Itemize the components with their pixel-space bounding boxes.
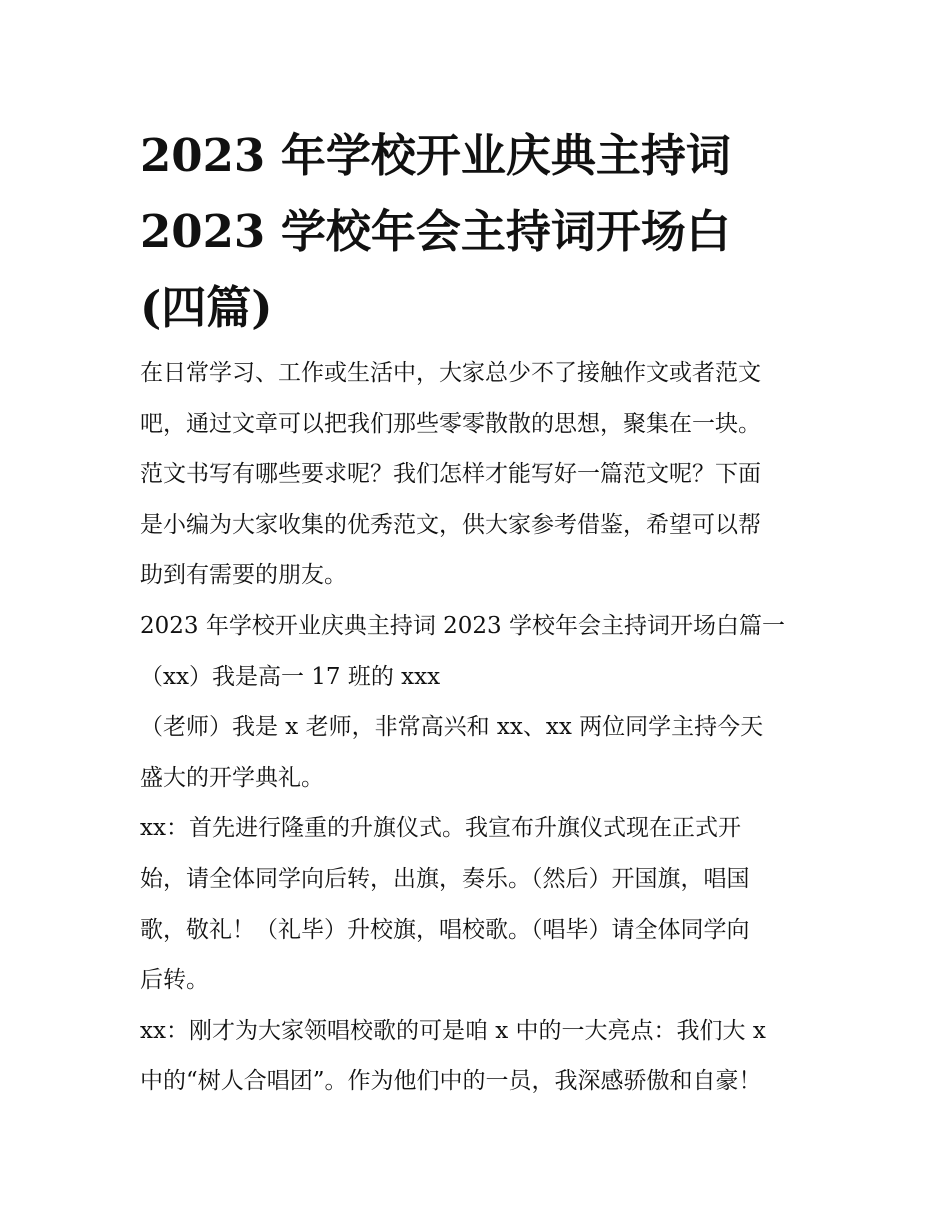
title-line: (四篇) <box>140 281 273 334</box>
text-line: 后转。 <box>140 967 209 994</box>
title-line: 2023 年学校开业庆典主持词 <box>140 129 731 182</box>
text-line: 是小编为大家收集的优秀范文，供大家参考借鉴，希望可以帮 <box>140 511 761 538</box>
document-title <box>140 118 820 346</box>
text-line: xx：首先进行隆重的升旗仪式。我宣布升旗仪式现在正式开 <box>140 815 741 842</box>
text-line: 盛大的开学典礼。 <box>140 764 324 791</box>
text-line: 助到有需要的朋友。 <box>140 562 347 589</box>
section-heading <box>140 601 820 652</box>
host-line-teacher <box>140 702 820 803</box>
text-line: （xx）我是高一 17 班的 xxx <box>140 663 441 690</box>
text-line: 在日常学习、工作或生活中，大家总少不了接触作文或者范文 <box>140 360 761 386</box>
intro-paragraph <box>140 348 820 601</box>
title-line: 2023 学校年会主持词开场白 <box>140 205 731 258</box>
text-line: 始，请全体同学向后转，出旗，奏乐。（然后）开国旗，唱国 <box>140 865 750 892</box>
text-line: 2023 年学校开业庆典主持词 2023 学校年会主持词开场白篇一 <box>140 612 785 639</box>
text-line: 吧，通过文章可以把我们那些零零散散的思想，聚集在一块。 <box>140 410 761 437</box>
text-line: xx：刚才为大家领唱校歌的可是咱 x 中的一大亮点：我们大 x <box>140 1017 766 1044</box>
text-line: 歌，敬礼！（礼毕）升校旗，唱校歌。（唱毕）请全体同学向 <box>140 916 750 943</box>
flag-ceremony-paragraph <box>140 803 820 1005</box>
document-page <box>140 118 820 1107</box>
host-line-student <box>140 652 820 703</box>
choir-paragraph <box>140 1006 820 1107</box>
document-body <box>140 348 820 1107</box>
text-line: （老师）我是 x 老师，非常高兴和 xx、xx 两位同学主持今天 <box>140 714 764 741</box>
text-line: 范文书写有哪些要求呢？我们怎样才能写好一篇范文呢？下面 <box>140 461 761 488</box>
text-line: 中的“树人合唱团”。作为他们中的一员，我深感骄傲和自豪！ <box>140 1068 762 1095</box>
